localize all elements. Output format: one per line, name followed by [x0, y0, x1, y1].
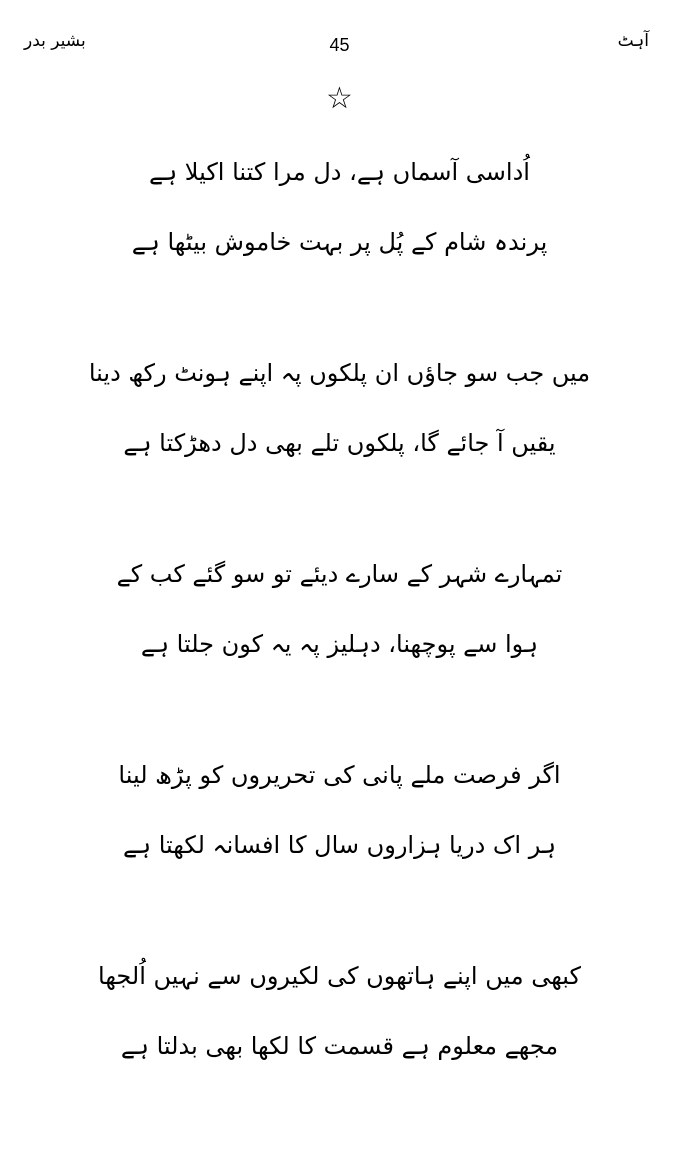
- verse-line: اُداسی آسماں ہے، دل مرا کتنا اکیلا ہے: [149, 158, 530, 186]
- author-name: بشیر بدر: [24, 31, 86, 51]
- verse-line: میں جب سو جاؤں ان پلکوں پہ اپنے ہونٹ رکھ دینا: [88, 359, 591, 387]
- verse-line: کبھی میں اپنے ہاتھوں کی لکیروں سے نہیں اُلجھا: [98, 962, 581, 990]
- verse-line: یقیں آ جائے گا، پلکوں تلے بھی دل دھڑکتا ہے: [123, 429, 556, 457]
- verse-line: تمہارے شہر کے سارے دیئے تو سو گئے کب کے: [116, 560, 563, 588]
- verse-line: ہوا سے پوچھنا، دہلیز پہ یہ کون جلتا ہے: [140, 630, 539, 658]
- star-ornament-icon: ☆: [326, 81, 353, 116]
- couplet: [0, 954, 679, 1155]
- verse-line: ہر اک دریا ہزاروں سال کا افسانہ لکھتا ہے: [122, 831, 557, 859]
- ghazal: [0, 150, 679, 1155]
- book-title: آہٹ: [617, 31, 649, 51]
- verse-line: اگر فرصت ملے پانی کی تحریروں کو پڑھ لینا: [118, 761, 561, 789]
- couplet: [0, 753, 679, 954]
- verse-line: مجھے معلوم ہے قسمت کا لکھا بھی بدلتا ہے: [120, 1032, 559, 1060]
- couplet: [0, 150, 679, 351]
- verse-line: پرندہ شام کے پُل پر بہت خاموش بیٹھا ہے: [131, 228, 548, 256]
- page-number: 45: [329, 35, 350, 55]
- couplet: [0, 351, 679, 552]
- couplet: [0, 552, 679, 753]
